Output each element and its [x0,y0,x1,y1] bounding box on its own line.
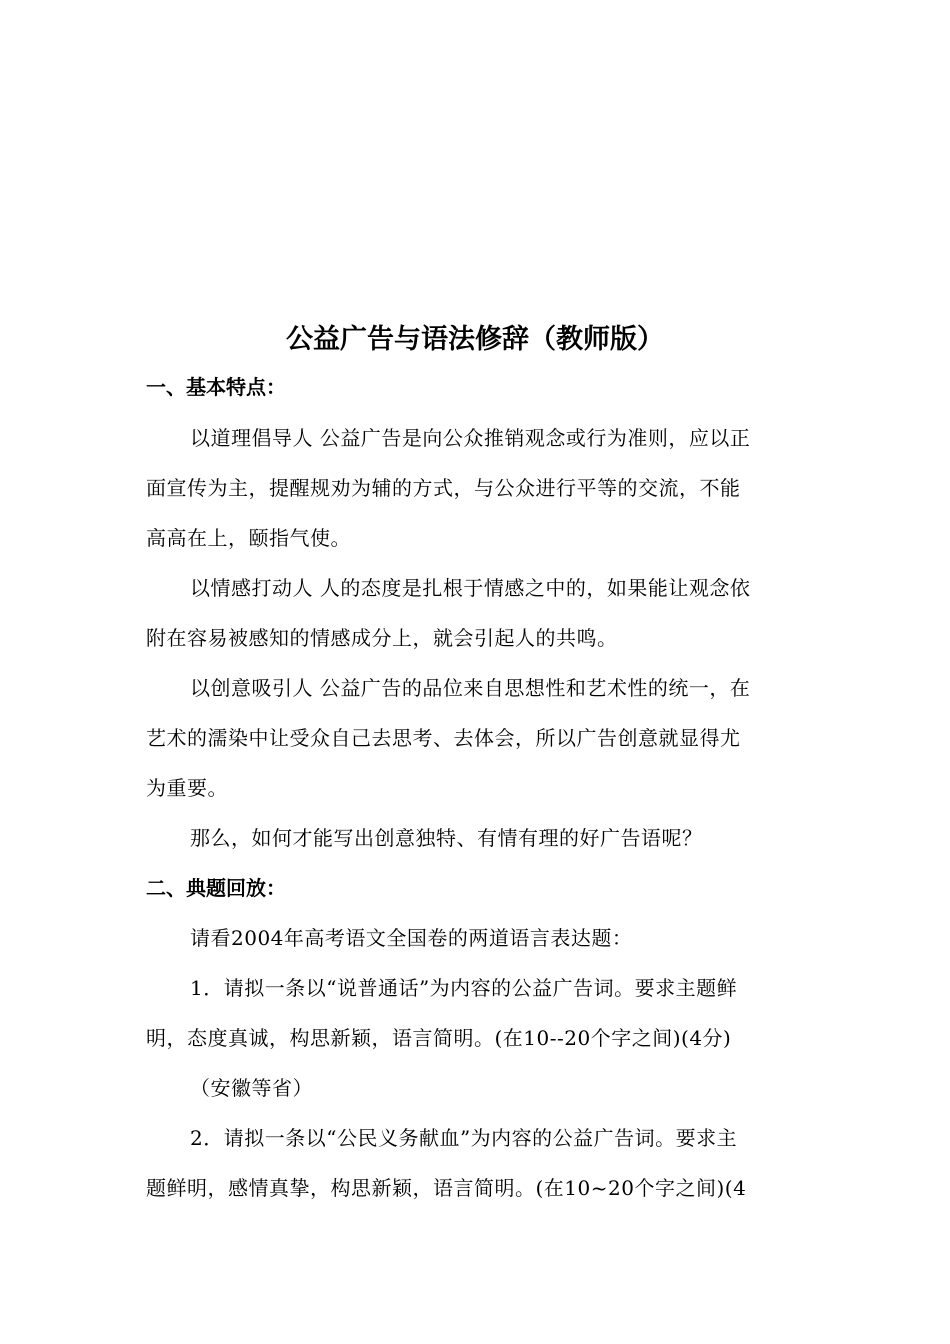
section-heading-typical-questions: 二、典题回放： [146,876,286,900]
paragraph-line: 面宣传为主，提醒规劝为辅的方式，与公众进行平等的交流，不能 [146,476,741,500]
paragraph-line: 高高在上，颐指气使。 [146,526,351,550]
paragraph-line: 附在容易被感知的情感成分上，就会引起人的共鸣。 [146,626,618,650]
paragraph-line: 以情感打动人 人的态度是扎根于情感之中的，如果能让观念依 [190,576,751,600]
paragraph-line: 那么，如何才能写出创意独特、有情有理的好广告语呢？ [190,826,703,850]
question-line: 1．请拟一条以“说普通话”为内容的公益广告词。要求主题鲜 [190,976,738,1000]
document-title: 公益广告与语法修辞（教师版） [286,324,664,355]
section-heading-basic-features: 一、基本特点： [146,375,286,399]
question-line: （安徽等省） [190,1076,313,1100]
paragraph-line: 请看2004年高考语文全国卷的两道语言表达题： [190,926,633,950]
paragraph-line: 以道理倡导人 公益广告是向公众推销观念或行为准则，应以正 [190,426,751,450]
question-line: 明，态度真诚，构思新颖，语言简明。(在10--20个字之间)(4分) [146,1026,732,1050]
paragraph-line: 以创意吸引人 公益广告的品位来自思想性和艺术性的统一，在 [190,676,751,700]
question-line: 题鲜明，感情真挚，构思新颖，语言简明。(在10~20个字之间)(4 [146,1176,747,1200]
paragraph-line: 艺术的濡染中让受众自己去思考、去体会，所以广告创意就显得尤 [146,726,741,750]
paragraph-line: 为重要。 [146,776,228,800]
question-line: 2．请拟一条以“公民义务献血”为内容的公益广告词。要求主 [190,1126,738,1150]
